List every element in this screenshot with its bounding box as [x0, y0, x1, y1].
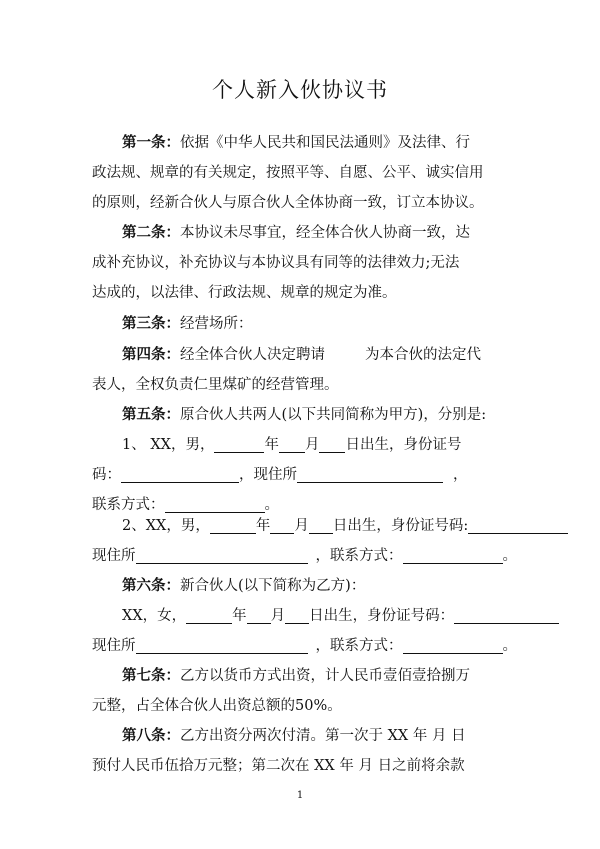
article-8-text: 预付人民币伍拾万元整；第二次在 XX 年 月 日之前将余款	[92, 758, 465, 774]
address-label: ，现住所	[239, 467, 297, 483]
article-2-text: 成补充协议，补充协议与本协议具有同等的法律效力;无法	[92, 255, 460, 271]
address-blank	[136, 545, 308, 564]
id-code-label: 码：	[92, 467, 121, 483]
comma: ，	[453, 467, 468, 483]
article-7-text: 元整，占全体合伙人出资总额的50%。	[92, 698, 342, 714]
month-label: 月	[304, 437, 320, 453]
address-blank	[297, 464, 443, 483]
article-7-line-1	[0, 663, 600, 689]
article-1-text: 的原则，经新合伙人与原合伙人全体协商一致，订立本协议。	[92, 195, 484, 211]
contact-blank	[403, 545, 503, 564]
article-4-text: 经全体合伙人决定聘请	[180, 347, 325, 363]
year-blank	[214, 434, 264, 453]
partner-1-line-2	[0, 462, 600, 488]
day-blank	[285, 605, 309, 624]
year-blank	[210, 515, 256, 534]
article-8-line-2	[0, 753, 600, 779]
partner-1-line-1	[0, 432, 600, 458]
month-blank	[279, 434, 305, 453]
contact-label: ，联系方式：	[315, 638, 403, 654]
article-6-line-1	[0, 573, 600, 599]
year-blank	[186, 605, 232, 624]
year-label: 年	[255, 518, 271, 534]
article-4-text: 表人，全权负责仁里煤矿的经营管理。	[92, 377, 339, 393]
article-6-text: 新合伙人(以下简称为乙方)：	[180, 578, 366, 594]
article-1-line-2	[0, 160, 600, 186]
partner-2-line-2	[0, 543, 600, 569]
article-1-line-3	[0, 190, 600, 216]
partner-3-line-1	[0, 603, 600, 629]
address-blank	[136, 635, 308, 654]
period: 。	[264, 497, 279, 513]
article-5-line-1	[0, 402, 600, 428]
article-2-line-1	[0, 220, 600, 246]
address-label: 现住所	[92, 548, 136, 564]
document-title: 个人新入伙协议书	[212, 78, 388, 102]
article-1-label: 第一条：	[122, 135, 180, 151]
article-2-text: 达成的，以法律、行政法规、规章的规定为准。	[92, 285, 397, 301]
day-label: 日出生，身份证号码:	[332, 518, 469, 534]
contact-blank	[403, 635, 503, 654]
month-blank	[247, 605, 271, 624]
month-label: 月	[270, 608, 286, 624]
article-8-line-1	[0, 723, 600, 749]
article-2-text: 本协议未尽事宜，经全体合伙人协商一致，达	[180, 225, 470, 241]
article-1-text: 依据《中华人民共和国民法通则》及法律、行	[180, 135, 470, 151]
article-4-line-1	[0, 342, 600, 368]
article-4-text: 为本合伙的法定代	[365, 347, 481, 363]
article-7-text: 乙方以货币方式出资，计人民币壹佰壹拾捌万	[180, 668, 470, 684]
day-blank	[309, 515, 333, 534]
article-7-line-2	[0, 693, 600, 719]
day-label: 日出生，身份证号	[345, 437, 462, 453]
address-label: 现住所	[92, 638, 136, 654]
month-label: 月	[294, 518, 309, 534]
article-5-label: 第五条：	[122, 407, 180, 423]
partner-1-name: 1、 XX，男，	[122, 437, 215, 453]
id-number-blank	[468, 515, 568, 534]
day-label: 日出生，身份证号码：	[309, 608, 455, 624]
partner-3-line-2	[0, 633, 600, 659]
contact-blank	[165, 494, 265, 513]
article-2-line-3	[0, 280, 600, 306]
article-2-line-2	[0, 250, 600, 276]
period: 。	[502, 638, 517, 654]
period: 。	[502, 548, 517, 564]
day-blank	[319, 434, 345, 453]
id-number-blank	[121, 464, 239, 483]
article-1-text: 政法规、规章的有关规定，按照平等、自愿、公平、诚实信用	[92, 165, 484, 181]
article-4-label: 第四条：	[122, 347, 180, 363]
year-label: 年	[232, 608, 247, 624]
month-blank	[270, 515, 294, 534]
article-8-text: 乙方出资分两次付清。第一次于 XX 年 月 日	[180, 728, 466, 744]
contact-label: ，联系方式：	[315, 548, 403, 564]
article-1-line-1	[0, 130, 600, 156]
id-number-blank	[454, 605, 559, 624]
article-3-label: 第三条：	[122, 316, 180, 332]
article-7-label: 第七条：	[122, 668, 180, 684]
article-2-label: 第二条：	[122, 225, 180, 241]
article-6-label: 第六条：	[122, 578, 180, 594]
year-label: 年	[264, 437, 279, 453]
page-number: 1	[296, 790, 304, 801]
partner-2-name: 2、XX，男，	[122, 518, 210, 534]
article-4-line-2	[0, 372, 600, 398]
partner-2-line-1	[0, 513, 600, 539]
contact-label: 联系方式：	[92, 497, 165, 513]
article-3-text: 经营场所：	[180, 316, 253, 332]
article-8-label: 第八条：	[122, 728, 180, 744]
partner-3-name: XX，女，	[122, 608, 187, 624]
article-5-text: 原合伙人共两人(以下共同简称为甲方)，分别是:	[180, 407, 487, 423]
article-3-line-1	[0, 311, 600, 337]
